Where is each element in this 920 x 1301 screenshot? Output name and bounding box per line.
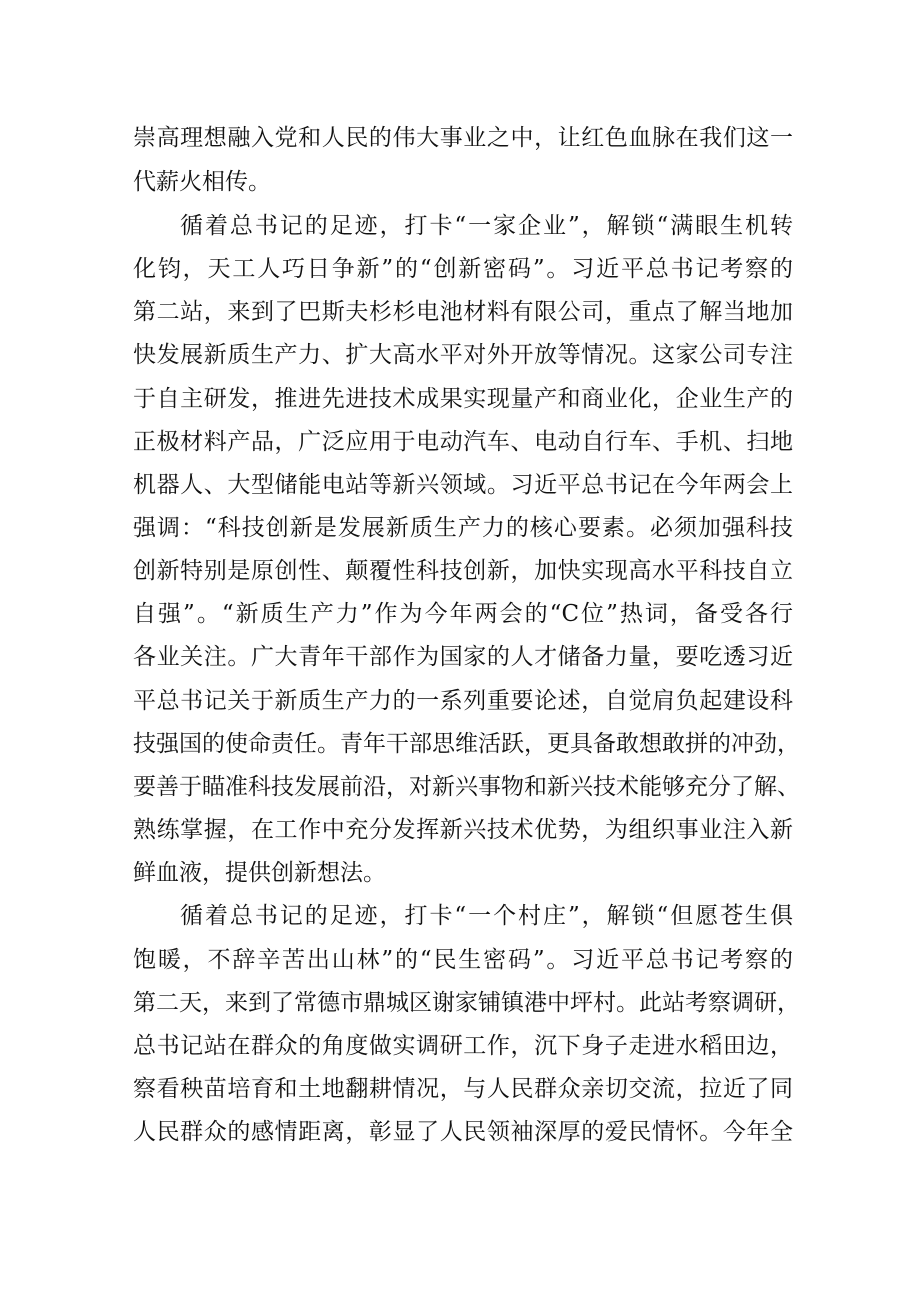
text-line: 饱暖，不辞辛苦出山林”的“民生密码”。习近平总书记考察的 xyxy=(133,947,793,973)
text-line: 代薪火相传。 xyxy=(133,169,271,195)
text-line: 要善于瞄准科技发展前沿，对新兴事物和新兴技术能够充分了解、 xyxy=(133,774,800,800)
paragraph-start-line: 循着总书记的足迹，打卡“一家企业”，解锁“满眼生机转 xyxy=(180,213,793,239)
text-line: 总书记站在群众的角度做实调研工作，沉下身子走进水稻田边， xyxy=(133,1033,793,1059)
text-line: 第二站，来到了巴斯夫杉杉电池材料有限公司，重点了解当地加 xyxy=(133,299,793,325)
text-line: 创新特别是原创性、颠覆性科技创新，加快实现高水平科技自立 xyxy=(133,558,793,584)
paragraph-start-line: 循着总书记的足迹，打卡“一个村庄”，解锁“但愿苍生俱 xyxy=(180,903,793,929)
text-line: 平总书记关于新质生产力的一系列重要论述，自觉肩负起建设科 xyxy=(133,688,793,714)
text-line: 正极材料产品，广泛应用于电动汽车、电动自行车、手机、扫地 xyxy=(133,429,793,455)
text-line: 于自主研发，推进先进技术成果实现量产和商业化，企业生产的 xyxy=(133,386,793,412)
text-line: 人民群众的感情距离，彰显了人民领袖深厚的爱民情怀。今年全 xyxy=(133,1119,793,1145)
text-line: 强调：“科技创新是发展新质生产力的核心要素。必须加强科技 xyxy=(133,515,793,541)
text-line: 机器人、大型储能电站等新兴领域。习近平总书记在今年两会上 xyxy=(133,472,793,498)
text-line: 自强”。“新质生产力”作为今年两会的“C位”热词，备受各行 xyxy=(133,601,793,627)
text-line: 技强国的使命责任。青年干部思维活跃，更具备敢想敢拼的冲劲， xyxy=(133,731,800,757)
text-line: 熟练掌握，在工作中充分发挥新兴技术优势，为组织事业注入新 xyxy=(133,817,793,843)
text-line: 化钧，天工人巧日争新”的“创新密码”。习近平总书记考察的 xyxy=(133,256,793,282)
text-line: 鲜血液，提供创新想法。 xyxy=(133,860,386,886)
text-line: 快发展新质生产力、扩大高水平对外开放等情况。这家公司专注 xyxy=(133,342,793,368)
text-line: 第二天，来到了常德市鼎城区谢家铺镇港中坪村。此站考察调研， xyxy=(133,990,800,1016)
text-line: 崇高理想融入党和人民的伟大事业之中，让红色血脉在我们这一 xyxy=(133,125,793,151)
text-line: 察看秧苗培育和土地翻耕情况，与人民群众亲切交流，拉近了同 xyxy=(133,1076,793,1102)
text-line: 各业关注。广大青年干部作为国家的人才储备力量，要吃透习近 xyxy=(133,644,793,670)
